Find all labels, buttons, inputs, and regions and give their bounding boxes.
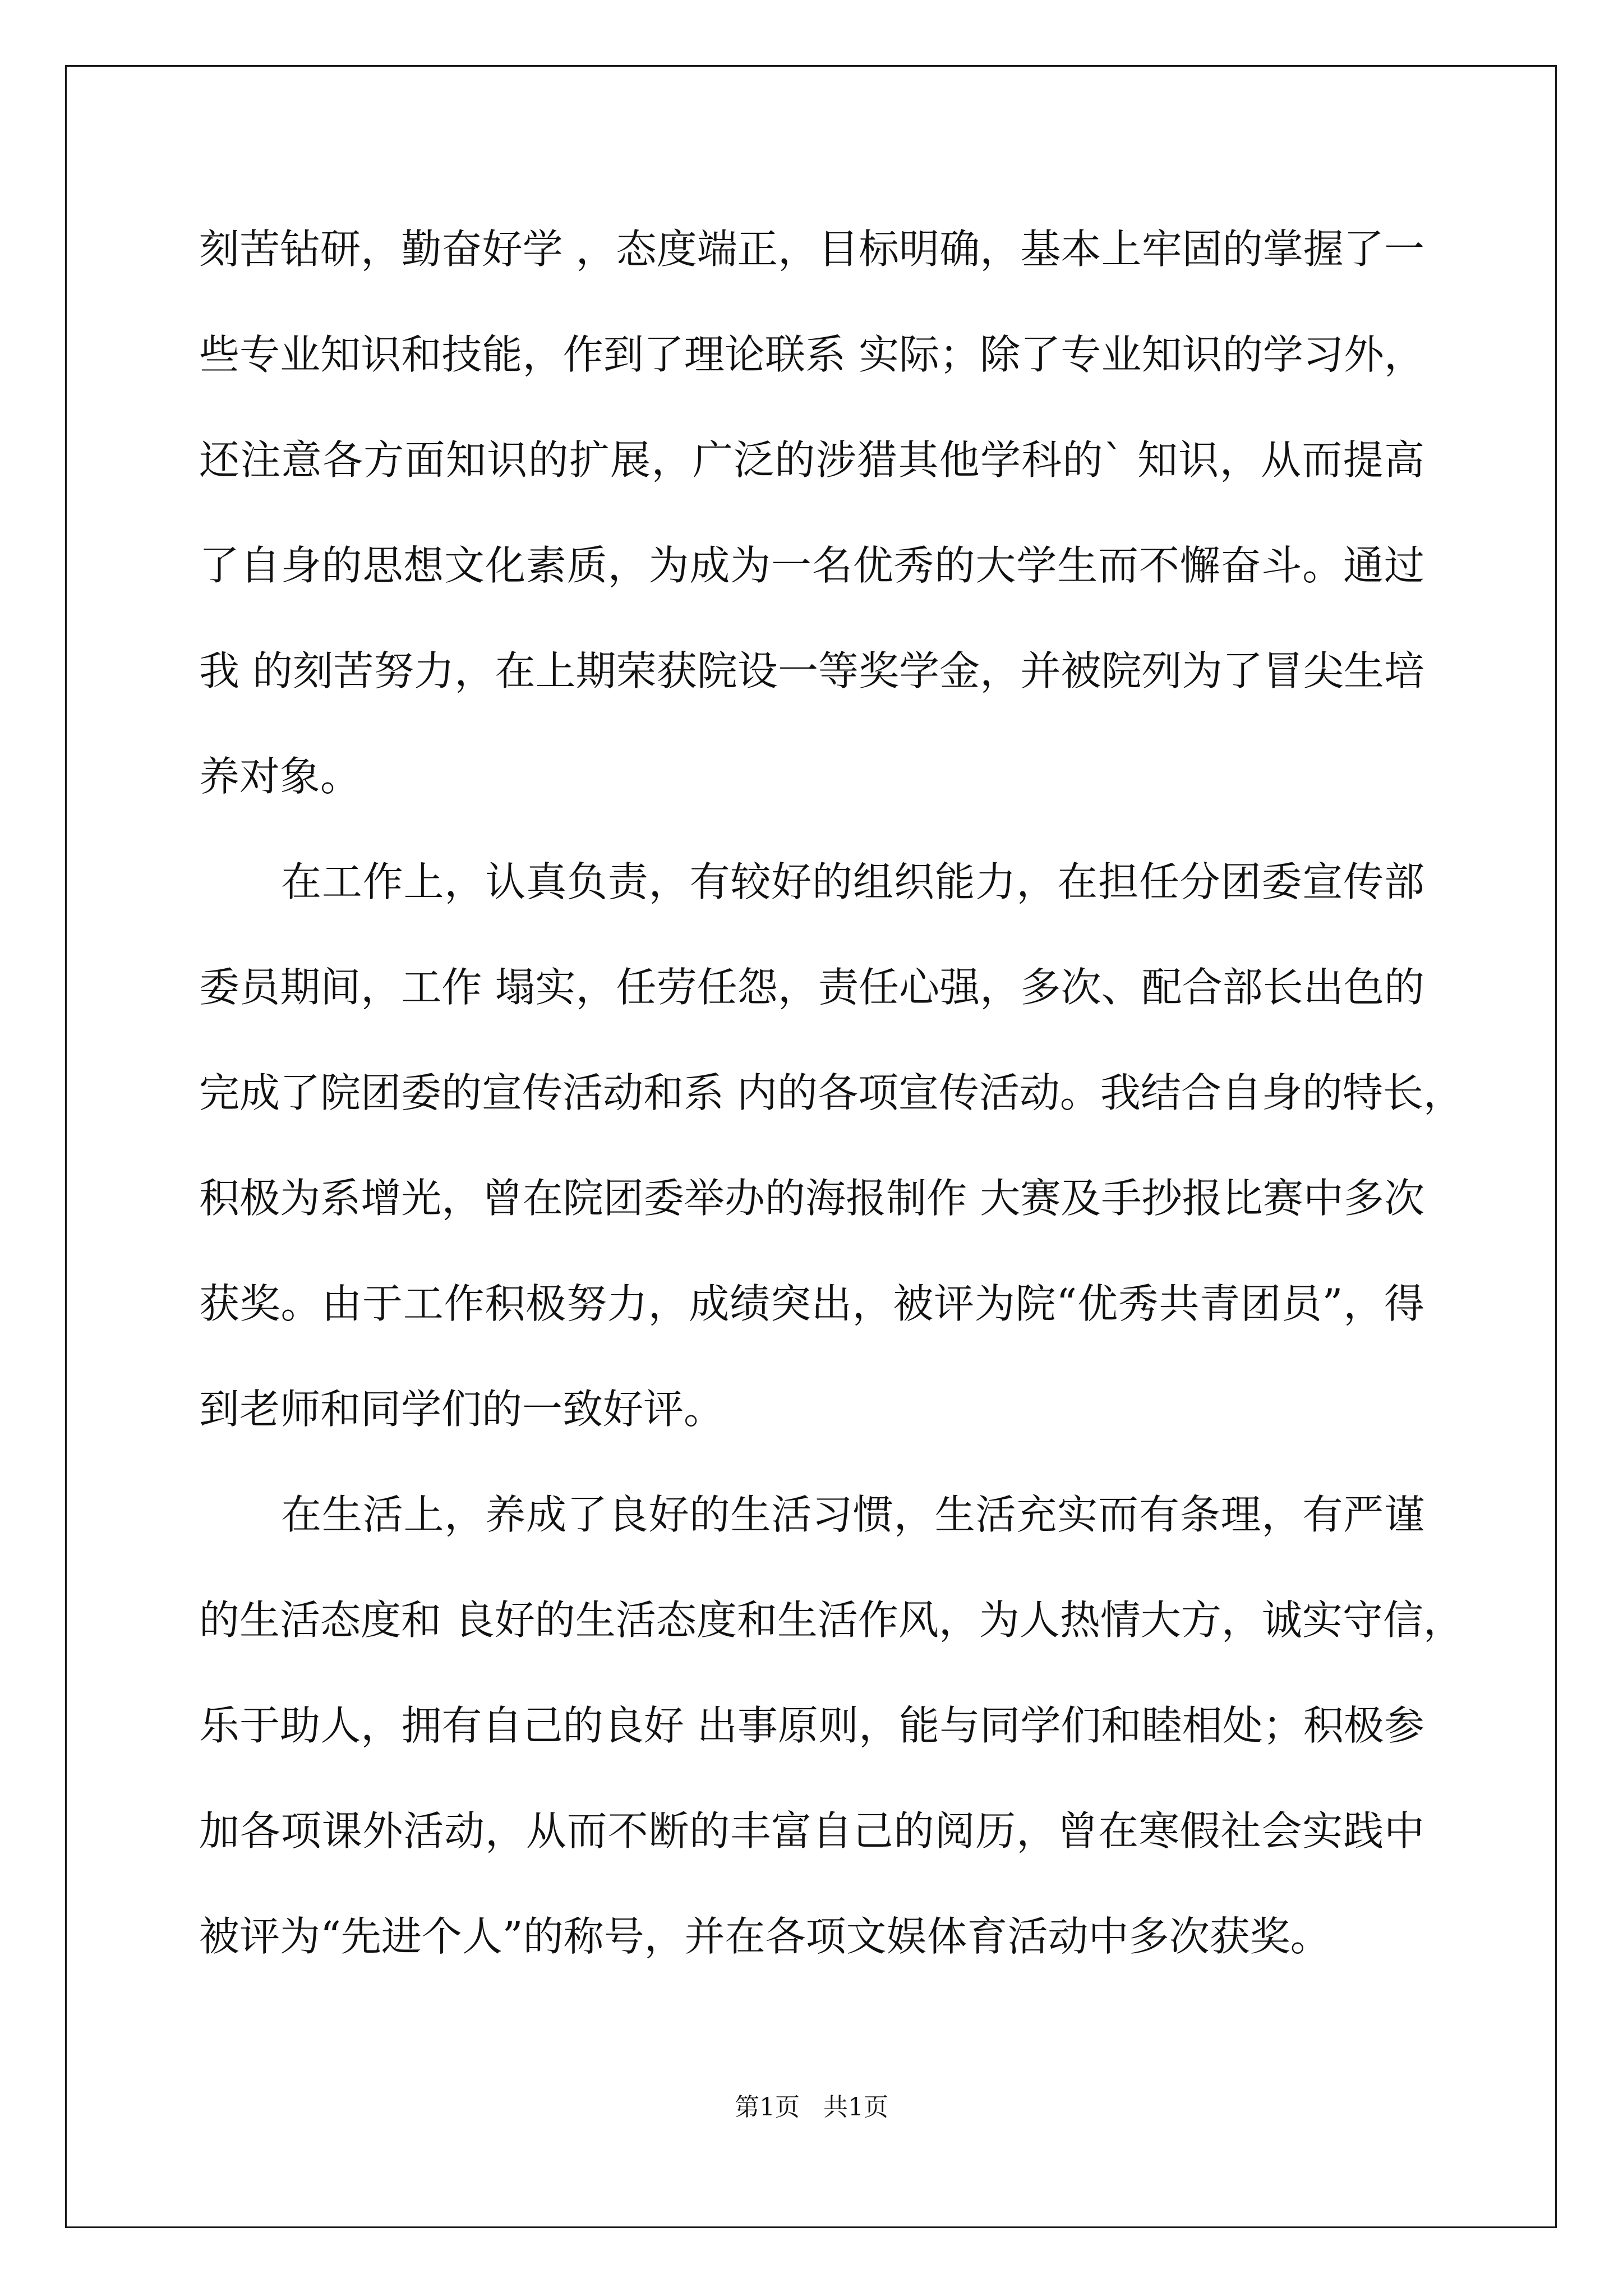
paragraph-1-line-6: 养对象。 bbox=[199, 753, 361, 800]
paragraph-1-line-2: 些专业知识和技能，作到了理论联系 实际；除了专业知识的学习外， bbox=[199, 331, 1424, 378]
paragraph-1-line-1: 刻苦钻研，勤奋好学 ，态度端正，目标明确，基本上牢固的掌握了一 bbox=[199, 226, 1424, 273]
page-number-footer: 第1页 共1页 bbox=[735, 2093, 888, 2122]
paragraph-3-line-1: 在生活上，养成了良好的生活习惯，生活充实而有条理，有严谨 bbox=[281, 1491, 1424, 1538]
paragraph-2-line-6: 到老师和同学们的一致好评。 bbox=[199, 1386, 725, 1433]
paragraph-2-line-5: 获奖。由于工作积极努力，成绩突出，被评为院“优秀共青团员”，得 bbox=[199, 1280, 1424, 1327]
paragraph-2-line-2: 委员期间，工作 塌实，任劳任怨，责任心强，多次、配合部长出色的 bbox=[199, 964, 1424, 1011]
paragraph-3-line-3: 乐于助人，拥有自己的良好 出事原则，能与同学们和睦相处；积极参 bbox=[199, 1702, 1424, 1749]
paragraph-1-line-5: 我 的刻苦努力，在上期荣获院设一等奖学金，并被院列为了冒尖生培 bbox=[199, 647, 1424, 694]
paragraph-3-line-2: 的生活态度和 良好的生活态度和生活作风，为人热情大方，诚实守信， bbox=[199, 1596, 1464, 1644]
paragraph-1-line-4: 了自身的思想文化素质，为成为一名优秀的大学生而不懈奋斗。通过 bbox=[199, 542, 1424, 589]
paragraph-1-line-3: 还注意各方面知识的扩展，广泛的涉猎其他学科的` 知识，从而提高 bbox=[199, 436, 1424, 484]
paragraph-2-line-3: 完成了院团委的宣传活动和系 内的各项宣传活动。我结合自身的特长， bbox=[199, 1069, 1464, 1116]
paragraph-2-line-1: 在工作上，认真负责，有较好的组织能力，在担任分团委宣传部 bbox=[281, 858, 1424, 905]
document-body bbox=[199, 196, 1464, 1989]
paragraph-2-line-4: 积极为系增光，曾在院团委举办的海报制作 大赛及手抄报比赛中多次 bbox=[199, 1175, 1424, 1222]
paragraph-3-line-4: 加各项课外活动，从而不断的丰富自己的阅历，曾在寒假社会实践中 bbox=[199, 1807, 1424, 1855]
paragraph-3-line-5: 被评为“先进个人”的称号，并在各项文娱体育活动中多次获奖。 bbox=[199, 1913, 1331, 1960]
